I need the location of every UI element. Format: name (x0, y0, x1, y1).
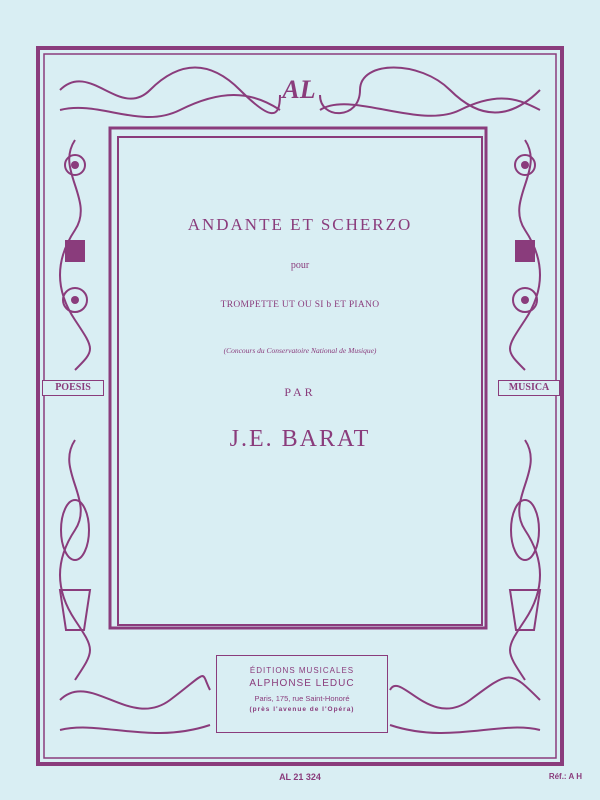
catalog-number: AL 21 324 (279, 772, 321, 782)
publisher-line-1: ÉDITIONS MUSICALES (249, 666, 355, 675)
publisher-name: ALPHONSE LEDUC (249, 678, 355, 689)
work-title: ANDANTE ET SCHERZO (187, 215, 413, 234)
by-label: PAR (284, 385, 316, 399)
publisher-address: Paris, 175, rue Saint-Honoré (254, 694, 350, 703)
contest-note: (Concours du Conservatoire National de Musique) (223, 346, 377, 355)
publisher-monogram: AL (282, 75, 316, 104)
title-panel (117, 136, 483, 626)
composer-name: J.E. BARAT (229, 426, 371, 452)
instrumentation: TROMPETTE UT OU SI b ET PIANO (220, 300, 380, 310)
reference-code: Réf.: A H (548, 772, 582, 781)
publisher-cartouche (216, 655, 388, 733)
publisher-address-note: (près l'avenue de l'Opéra) (249, 706, 355, 713)
for-label: pour (290, 260, 310, 271)
musica-banner: MUSICA (498, 380, 560, 396)
poesis-banner: POESIS (42, 380, 104, 396)
